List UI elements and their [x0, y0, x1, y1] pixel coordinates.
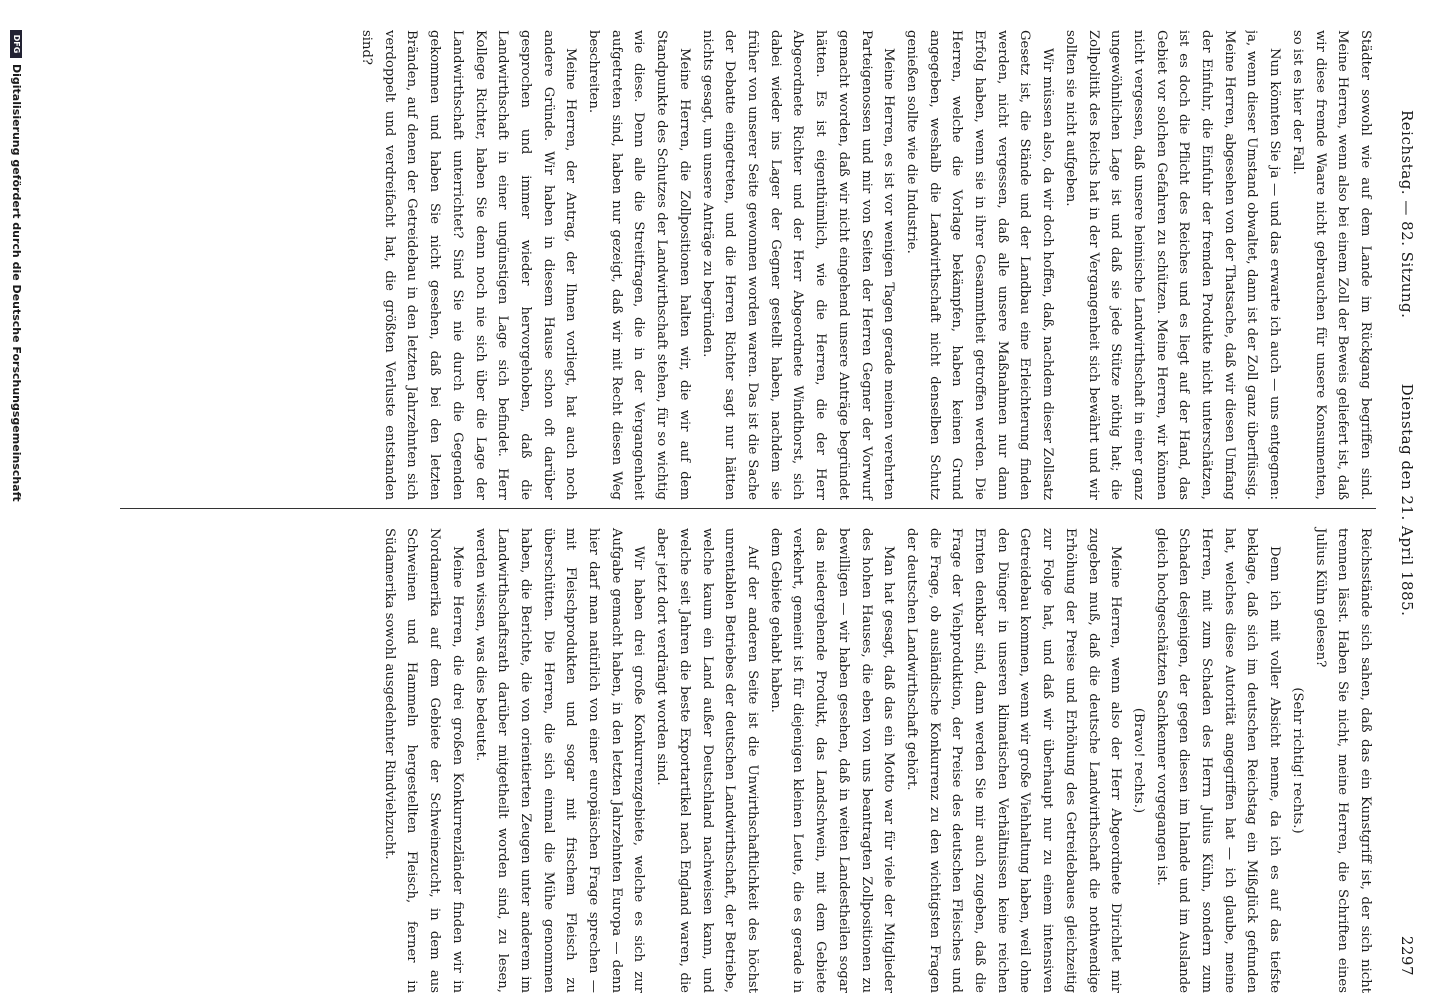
paragraph: Reichsstände sich sahen, daß das ein Kunstgriff ist, der sich nicht trennen lässt. Haben Sie nicht, meine Herren, die Schriften eines Julius Kühn gelesen?	[1312, 528, 1373, 993]
paragraph: Wir haben drei große Konkurrenzgebiete, welche es sich zur Aufgabe gemacht haben, in den letzten Jahrzehnten Europa — denn hier darf man natürlich von einer europäischen Frage sprechen — mit Fleischprodukten und sogar mit frischem Fleisch zu überschütten. Die Herren, die sich einmal die Mühe genommen haben, die Berichte, die von orientierten Zeugen unter anderem im Landwirthschaftsrath darüber mitgetheilt worden sind, zu lesen, werden wissen, was dies bedeutet.	[472, 528, 647, 993]
left-text-column	[120, 30, 1376, 506]
header-date: Dienstag den 21. April 1885.	[1398, 383, 1416, 617]
paragraph: Auf der anderen Seite ist die Unwirthschaftlichkeit des höchst unrentablen Betriebes der deutschen Landwirthschaft, der Betriebe, welche kaum ein Land außer Deutschland nachweisen kann, und welche seit Jahren die beste Exportartikel nach England waren, die aber jetzt dort verdrängt worden sind.	[654, 528, 761, 993]
footer-credit: Digitalisierung gefördert durch die Deutsche Forschungsgemeinschaft	[10, 64, 23, 502]
header-session: Reichstag. — 82. Sitzung.	[1398, 110, 1416, 319]
paragraph: Meine Herren, wenn also der Herr Abgeordnete Dirichlet mir zugeben muß, daß die deutsche Landwirthschaft die nothwendige Erhöhung der Preise und Erhöhung des Getreidebaues gleichzeitig zur Folge hat, und daß wir überhaupt nur zu einem intensiven Getreidebau kommen, wenn wir große Viehhaltung haben, weil ohne den Dünger in unseren klimatischen Verhältnissen keine reichen Ernten denkbar sind, dann werden Sie mir auch zugeben, daß die Frage der Viehproduktion, der Preise des deutschen Fleisches und die Frage, ob ausländische Konkurrenz zu den wichtigsten Fragen der deutschen Landwirthschaft gehört.	[903, 528, 1124, 993]
running-header	[1390, 20, 1416, 980]
paragraph: Meine Herren, es ist vor wenigen Tagen gerade meinen verehrten Parteigenossen und mir von Seiten der Herren Gegner der Vorwurf gemacht worden, daß wir nicht eingehend unsere Anträge begründet hätten. Es ist eigenthümlich, wie die Herren, die der Herr Abgeordnete Richter und der Herr Abgeordnete Windthorst, sich dabei wieder ins Lager der Gegner gestellt haben, nachdem sie früher von unserer Seite gewonnen worden waren. Das ist die Sache der Debatte eingetreten, und die Herren Richter sagt nur hätten nichts gesagt, um unsere Anträge zu begründen.	[699, 30, 897, 500]
right-text-column	[120, 520, 1376, 993]
paragraph: Wir müssen also, da wir doch hoffen, daß, nachdem dieser Zollsatz Gesetz ist, die Stände und der Landbau eine Erleichterung finden werden, nicht vergessen, daß alle unsere Maßnahmen nur dann Erfolg haben, wenn sie in ihrer Gesammtheit getroffen werden. Die Herren, welche die Vorlage bekämpfen, haben keinen Grund angegeben, weshalb die Landwirthschaft nicht denselben Schutz genießen sollte wie die Industrie.	[903, 30, 1056, 500]
paragraph: Meine Herren, der Antrag, der Ihnen vorliegt, hat auch noch andere Gründe. Wir haben in diesem Hause schon oft darüber gesprochen und immer wieder hervorgehoben, daß die Landwirthschaft in einer ungünstigen Lage sich befindet. Herr Kollege Richter, haben Sie denn noch nie sich über die Lage der Landwirthschaft unterrichtet? Sind Sie nie durch die Gegenden gekommen und haben Sie nicht gesehen, daß bei den letzten Bränden, auf denen der Getreidebau in den letzten Jahrzehnten sich verdoppelt und verdreifacht hat, die größten Verluste entstanden sind?	[359, 30, 579, 500]
paragraph: Nun könnten Sie ja — und das erwarte ich auch — uns entgegnen: ja, wenn dieser Umstand obwaltet, dann ist der Zoll ganz überflüssig. Meine Herren, abgesehen von der Thatsache, daß wir diesen Umfang der Einfuhr, die Einfuhr der fremden Produkte nicht unterschätzen, ist es doch die Pflicht des Reiches und es liegt auf der Hand, das Gebiet vor solchen Gefahren zu schützen. Meine Herren, wir können nicht vergessen, daß unsere heimische Landwirthschaft in einer ganz ungewöhnlichen Lage ist und daß sie jede Stütze nöthig hat; die Zollpolitik des Reichs hat in der Vergangenheit sich bewährt und wir sollten sie nicht aufgeben.	[1062, 30, 1283, 500]
paragraph: Meine Herren, die Zollpositionen halten wir, die wir auf dem Standpunkte des Schutzes der Landwirthschaft stehen, für so wichtig wie diese. Denn alle die Streitfragen, die in der Vergangenheit aufgetreten sind, haben nur gezeigt, daß wir mit Recht diesen Weg beschreiten.	[586, 30, 692, 500]
paragraph: Städter sowohl wie auf dem Lande im Rückgang begriffen sind. Meine Herren, wenn also bei einem Zoll der Beweis geliefert ist, daß wir diese fremde Waare nicht gebrauchen für unsere Konsumenten, so ist es hier der Fall.	[1289, 30, 1373, 500]
digitization-footer	[10, 30, 23, 502]
paragraph: Denn ich mit voller Absicht nenne, da ich es auf das tiefste beklage, daß sich im deutschen Reichstag ein Mißglück gefunden hat, welches diese Autorität angegriffen hat — ich glaube, meine Herren, mit zum Schaden des Herrn Julius Kühn, sondern zum Schaden desjenigen, der gegen diesen im Inlande und im Auslande gleich hochgeschätzten Sachkenner vorgegangen ist.	[1153, 528, 1283, 993]
dfg-logo: DFG	[11, 30, 23, 58]
column-divider	[120, 508, 1376, 509]
interjection: (Sehr richtig! rechts.)	[1289, 687, 1305, 834]
page-number: 2297	[1398, 935, 1416, 976]
interjection: (Bravo! rechts.)	[1130, 707, 1146, 814]
paragraph: Meine Herren, die drei großen Konkurrenzländer finden wir in Nordamerika auf dem Gebiete der Schweinezucht, in dem aus Schweinen und Hammeln hergestellten Fleisch, ferner in Südamerika sowohl ausgedehnter Rindviehzucht.	[381, 528, 465, 993]
paragraph: Man hat gesagt, daß das ein Motto war für viele der Mitglieder des hohen Hauses, die eben von uns beantragten Zollpositionen zu bewilligen — wir haben gesehen, daß in weiten Landestheilen sogar das niedergehende Produkt, das Landschwein, mit dem Gebiete verkehrt, gemeint ist für diejenigen kleinen Leute, die es gerade in dem Gebiete gehabt haben.	[767, 528, 897, 993]
